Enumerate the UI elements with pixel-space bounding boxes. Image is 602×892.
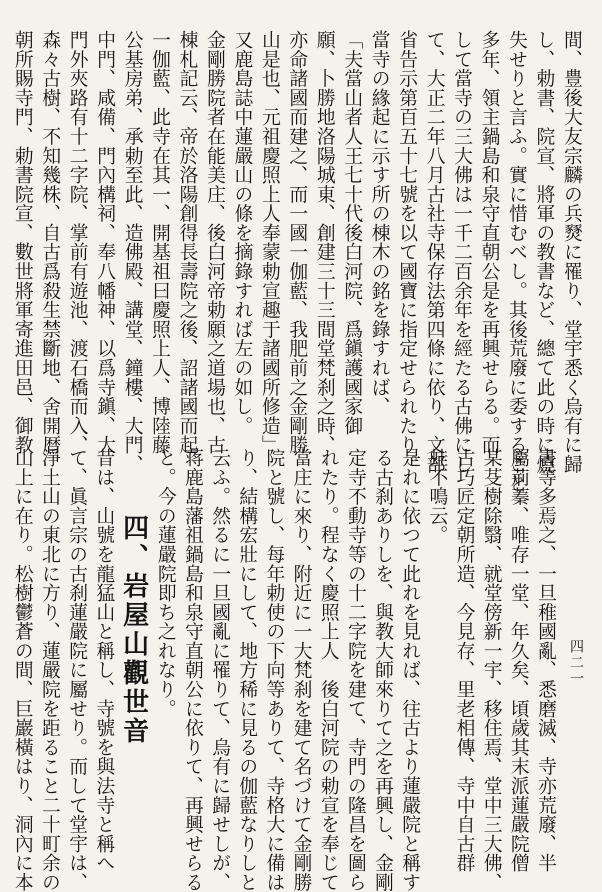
text-column: 失せりと言ふ。實に惜むべし。其後荒廢に委すること — [505, 30, 527, 493]
upper-text-block — [11, 30, 582, 493]
text-column: 某芟樹除翳、就堂傍新一宇、移住焉、堂中三大佛、 — [480, 448, 502, 892]
text-column: 當庄に來り、附近に一大梵刹を建て名づけて金剛勝 — [290, 448, 312, 892]
text-column: 定寺不動寺等の十二字院を建て、寺門の隆昌を圖ら — [344, 448, 366, 892]
text-column: 門外夾路有十二字院、掌前有遊池、渡石橋而入、 — [66, 30, 88, 455]
text-column: 森々古樹、不知幾株、自古爲殺生禁斷地、舍開暦 — [39, 30, 61, 455]
text-column: と。今の蓮嚴院即ち之れなり。 — [154, 448, 176, 719]
text-column: 多年、領主鍋島和泉守直朝公是を再興せらる。而 — [478, 30, 500, 455]
text-column: 古巧匠定朝所造、今見存、里老相傳、寺中自古群 — [453, 448, 475, 873]
text-column: 棟札記云、帝於洛陽創得長壽院之後、詔諸國而起 — [176, 30, 198, 455]
lower-text-block — [11, 448, 556, 892]
text-column: 亦命諸國而建之、而一國一伽藍、我肥前之金剛勝 — [286, 30, 308, 455]
text-column: る古刹ありしを、與教大師來りて之を再興し、金剛 — [372, 448, 394, 892]
text-column: 「夫當山者人王七十代後白河院、爲鎭護國家御 — [341, 30, 363, 436]
text-column: 中門、咸備、門內構祠、奉八幡神、以爲寺鎭、大 — [94, 30, 116, 455]
text-column: 願、卜勝地洛陽城東、創建三十三間堂梵刹之時、 — [313, 30, 335, 455]
text-column: 山上に在り。松樹鬱蒼の間、巨巖橫はり、洞內に本 — [11, 448, 33, 892]
page-number: 四二一 — [568, 639, 584, 687]
text-column: て、大正二年八月古社寺保存法第四條に依り、文部 — [423, 30, 445, 474]
text-column: 蒋鹿島藩祖鍋島和泉守直朝公に依りて、再興せらる — [181, 448, 203, 892]
text-column: 蛙不鳴云。 — [426, 448, 448, 545]
section-divider — [10, 438, 570, 439]
section-heading: 四、岩屋山觀世音 — [118, 514, 149, 746]
text-column: 公基房弟、承勅至此、造佛殿、講堂、鐘樓、大門、 — [121, 30, 143, 474]
text-column: 是れに依つて此れを見れば、往古より蓮嚴院と稱す — [399, 448, 421, 892]
text-column: 淨土山の東北に方り、蓮嚴院を距ること二十町余の — [38, 448, 60, 892]
text-column: し、勅書、院宣、將軍の教書など、總て此の時に燒 — [533, 30, 555, 474]
text-column: 云ふ。然るに一旦國亂に罹りて、烏有に歸せしが、 — [209, 448, 231, 892]
text-column: 間、豊後大友宗麟の兵燹に罹り、堂宇悉く烏有に歸 — [560, 30, 582, 474]
text-column: 一伽藍、此寺在其一、開基祖曰慶照上人、博陸藤 — [149, 30, 171, 455]
text-column: 省告示第百五十七號を以て國寶に指定せられたり。 — [396, 30, 418, 474]
text-column: 書等多焉之、一旦稚國亂、悉磨滅、寺亦荒廢、半 — [534, 448, 556, 873]
text-column: り、結構宏壯にして、地方稀に見るの伽藍なりしと — [236, 448, 258, 892]
text-column: て、眞言宗の古刹蓮嚴院に屬せり。而して堂宇は、 — [66, 448, 88, 892]
text-column: 山是也、元祖慶照上人奉蒙勅宣趣于諸國所修造」 — [258, 30, 280, 455]
text-column: 朝所賜寺門、勅書院宣、數世將軍寄進田邑、御教 — [11, 30, 33, 455]
text-column: して當寺の三大佛は一千二百余年を經たる古佛にし — [451, 30, 473, 474]
text-column: 當寺の緣起に示す所の棟木の銘を錄すれば、 — [368, 30, 390, 416]
text-column: 又鹿島誌中蓮嚴山の條を摘錄すれば左の如し。 — [231, 30, 253, 436]
text-column: 院と號し、每年勅使の下向等ありて、寺格大に備は — [263, 448, 285, 892]
text-column: 昔は、山號を龍猛山と稱し、寺號を與法寺と稱へ — [93, 448, 115, 873]
text-column: 金剛勝院者在能美庄、後白河帝勅願之道場也、古 — [203, 30, 225, 455]
text-column: 屬荊蓁、唯存一堂、年久矣、頃歲其末派蓮嚴院僧 — [507, 448, 529, 873]
text-column: れたり。程なく慶照上人 後白河院の勅宣を奉じて — [317, 448, 339, 892]
